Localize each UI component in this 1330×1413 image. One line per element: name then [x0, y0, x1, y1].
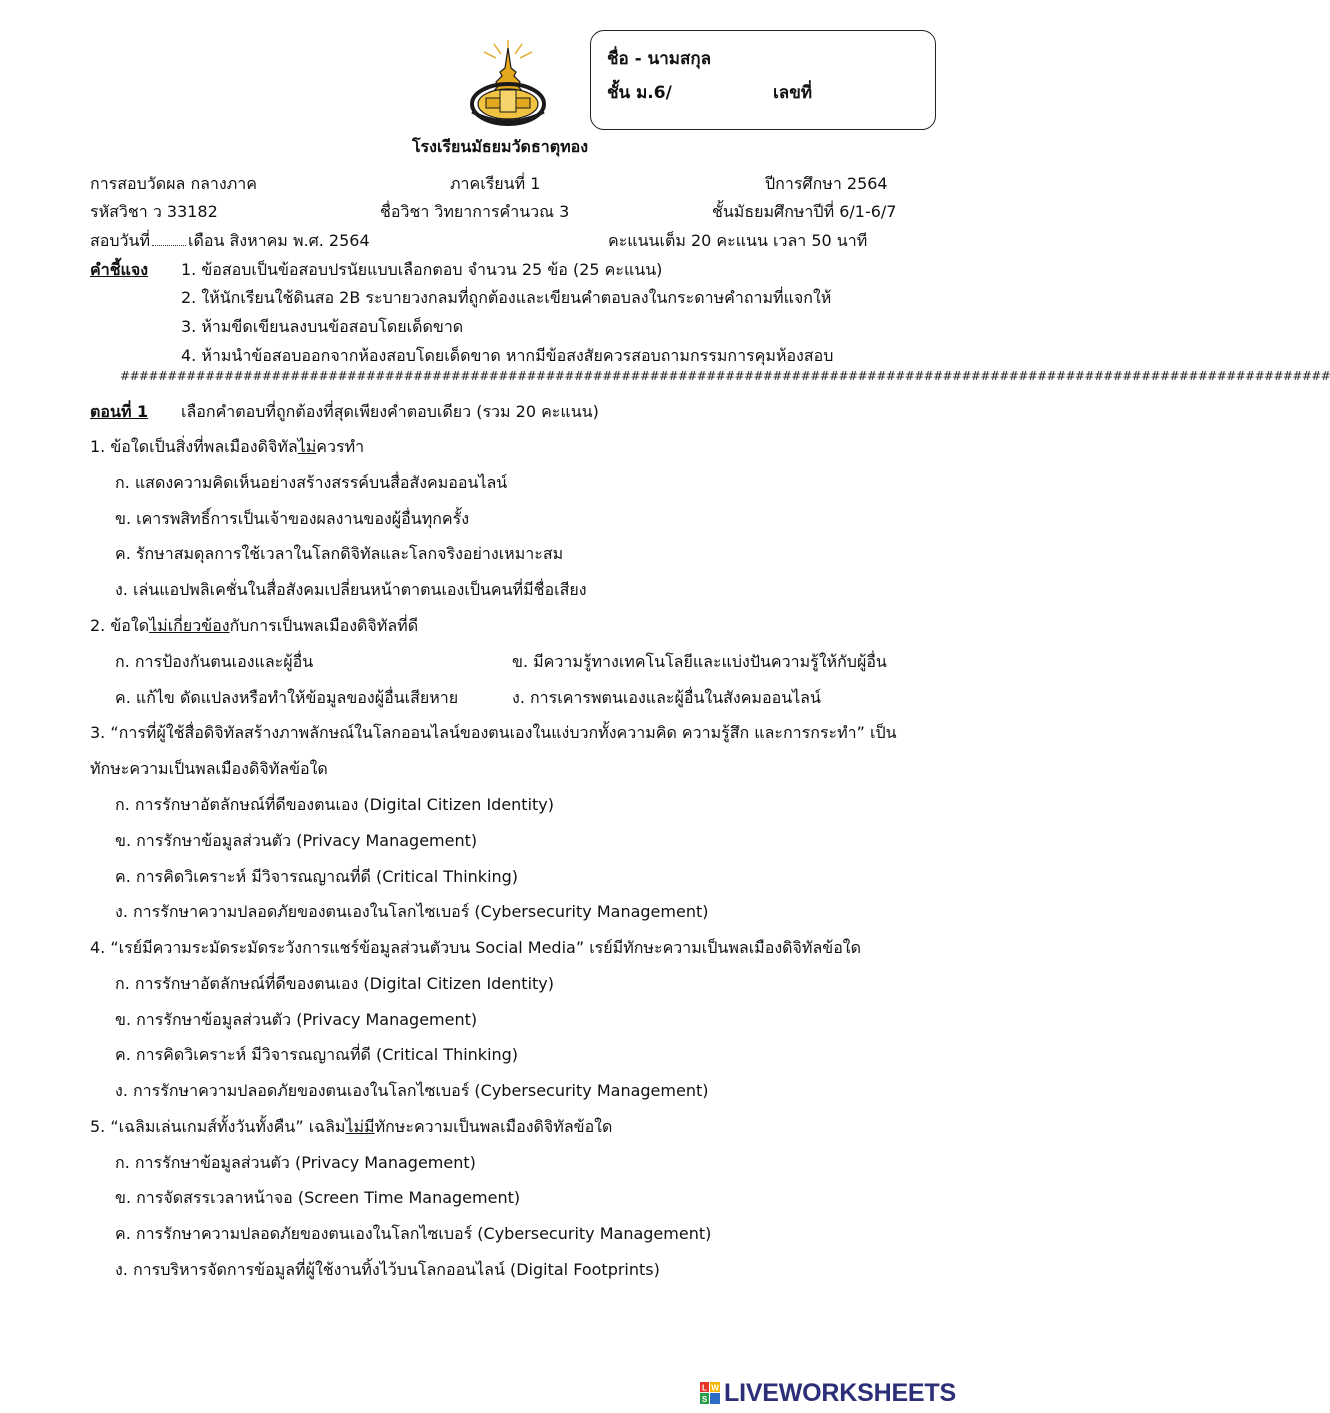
exam-type: การสอบวัดผล กลางภาค	[90, 174, 257, 193]
option-1b[interactable]: ข. เคารพสิทธิ์การเป็นเจ้าของผลงานของผู้อื่นทุกครั้ง	[115, 509, 470, 528]
question-2	[90, 614, 418, 639]
liveworksheets-wordmark: LIVEWORKSHEETS	[724, 1379, 956, 1407]
badge-letter: W	[711, 1383, 719, 1393]
option-3c[interactable]: ค. การคิดวิเคราะห์ มีวิจารณญาณที่ดี (Critical Thinking)	[115, 867, 519, 886]
part-description: เลือกคำตอบที่ถูกต้องที่สุดเพียงคำตอบเดียว (รวม 20 คะแนน)	[181, 402, 599, 421]
question-4: 4. “เรย์มีความระมัดระมัดระวังการแชร์ข้อมูลส่วนตัวบน Social Media” เรย์มีทักษะความเป็นพลเมืองดิจิทัลข้อใด	[90, 938, 861, 957]
question-3-line-1: 3. “การที่ผู้ใช้สื่อดิจิทัลสร้างภาพลักษณ์ในโลกออนไลน์ของตนเองในแง่บวกทั้งความคิด ความรู้สึก และการกระทำ” เป็น	[90, 723, 897, 742]
question-3-line-2: ทักษะความเป็นพลเมืองดิจิทัลข้อใด	[90, 759, 328, 778]
option-4b[interactable]: ข. การรักษาข้อมูลส่วนตัว (Privacy Management)	[115, 1010, 478, 1029]
question-text: 2. ข้อใด	[90, 616, 150, 635]
grade-level: ชั้นมัธยมศึกษาปีที่ 6/1-6/7	[712, 202, 897, 221]
question-emphasis: ไม่	[297, 437, 317, 456]
option-2b[interactable]: ข. มีความรู้ทางเทคโนโลยีและแบ่งปันความรู้ให้กับผู้อื่น	[512, 652, 887, 671]
option-4a[interactable]: ก. การรักษาอัตลักษณ์ที่ดีของตนเอง (Digital Citizen Identity)	[115, 974, 555, 993]
option-2a[interactable]: ก. การป้องกันตนเองและผู้อื่น	[115, 652, 314, 671]
number-label: เลขที่	[773, 83, 813, 103]
subject-name: ชื่อวิชา วิทยาการคำนวณ 3	[380, 202, 570, 221]
option-5d[interactable]: ง. การบริหารจัดการข้อมูลที่ผู้ใช้งานทิ้งไว้บนโลกออนไลน์ (Digital Footprints)	[115, 1260, 660, 1279]
semester: ภาคเรียนที่ 1	[450, 174, 541, 193]
school-name: โรงเรียนมัธยมวัดธาตุทอง	[411, 137, 589, 156]
subject-code: รหัสวิชา ว 33182	[90, 202, 218, 221]
option-5c[interactable]: ค. การรักษาความปลอดภัยของตนเองในโลกไซเบอร์ (Cybersecurity Management)	[115, 1224, 712, 1243]
class-label: ชั้น ม.6/	[607, 83, 672, 103]
question-emphasis: ไม่มี	[345, 1117, 375, 1136]
exam-date	[90, 229, 370, 254]
option-2c[interactable]: ค. แก้ไข ดัดแปลงหรือทำให้ข้อมูลของผู้อื่นเสียหาย	[115, 688, 459, 707]
liveworksheets-badge-icon	[700, 1382, 720, 1404]
question-text: ควรทำ	[316, 437, 365, 456]
option-3b[interactable]: ข. การรักษาข้อมูลส่วนตัว (Privacy Management)	[115, 831, 478, 850]
option-4d[interactable]: ง. การรักษาความปลอดภัยของตนเองในโลกไซเบอร์ (Cybersecurity Management)	[115, 1081, 709, 1100]
option-1d[interactable]: ง. เล่นแอปพลิเคชั่นในสื่อสังคมเปลี่ยนหน้าตาตนเองเป็นคนที่มีชื่อเสียง	[115, 580, 587, 599]
instruction-3: 3. ห้ามขีดเขียนลงบนข้อสอบโดยเด็ดขาด	[181, 317, 464, 336]
badge-letter: S	[701, 1394, 708, 1404]
instructions-label: คำชี้แจง	[90, 260, 149, 279]
part-label: ตอนที่ 1	[90, 402, 149, 421]
date-prefix: สอบวันที่	[90, 231, 150, 250]
question-text: 1. ข้อใดเป็นสิ่งที่พลเมืองดิจิทัล	[90, 437, 298, 456]
school-logo	[466, 38, 550, 128]
option-1c[interactable]: ค. รักษาสมดุลการใช้เวลาในโลกดิจิทัลและโลกจริงอย่างเหมาะสม	[115, 544, 564, 563]
question-text: ทักษะความเป็นพลเมืองดิจิทัลข้อใด	[374, 1117, 613, 1136]
date-suffix: เดือน สิงหาคม พ.ศ. 2564	[188, 231, 370, 250]
instruction-1: 1. ข้อสอบเป็นข้อสอบปรนัยแบบเลือกตอบ จำนวน 25 ข้อ (25 คะแนน)	[181, 260, 663, 279]
separator-line: ################################################################################################################################	[120, 369, 1330, 383]
option-4c[interactable]: ค. การคิดวิเคราะห์ มีวิจารณญาณที่ดี (Critical Thinking)	[115, 1045, 519, 1064]
option-5b[interactable]: ข. การจัดสรรเวลาหน้าจอ (Screen Time Management)	[115, 1188, 521, 1207]
option-3d[interactable]: ง. การรักษาความปลอดภัยของตนเองในโลกไซเบอร์ (Cybersecurity Management)	[115, 902, 709, 921]
question-emphasis: ไม่เกี่ยวข้อง	[149, 616, 230, 635]
question-text: 5. “เฉลิมเล่นเกมส์ทั้งวันทั้งคืน” เฉลิม	[90, 1117, 346, 1136]
liveworksheets-logo[interactable]	[700, 1378, 990, 1408]
student-info-box	[590, 30, 936, 130]
academic-year: ปีการศึกษา 2564	[765, 174, 888, 193]
name-label: ชื่อ - นามสกุล	[607, 49, 712, 69]
instruction-4: 4. ห้ามนำข้อสอบออกจากห้องสอบโดยเด็ดขาด หากมีข้อสงสัยควรสอบถามกรรมการคุมห้องสอบ	[181, 346, 834, 365]
question-1	[90, 435, 364, 460]
date-blank[interactable]	[152, 245, 186, 246]
question-text: กับการเป็นพลเมืองดิจิทัลที่ดี	[229, 616, 419, 635]
option-1a[interactable]: ก. แสดงความคิดเห็นอย่างสร้างสรรค์บนสื่อสังคมออนไลน์	[115, 473, 508, 492]
score-time: คะแนนเต็ม 20 คะแนน เวลา 50 นาที	[608, 231, 868, 250]
question-5	[90, 1115, 612, 1140]
option-5a[interactable]: ก. การรักษาข้อมูลส่วนตัว (Privacy Management)	[115, 1153, 476, 1172]
option-2d[interactable]: ง. การเคารพตนเองและผู้อื่นในสังคมออนไลน์	[512, 688, 821, 707]
badge-letter: L	[702, 1383, 707, 1393]
instruction-2: 2. ให้นักเรียนใช้ดินสอ 2B ระบายวงกลมที่ถูกต้องและเขียนคำตอบลงในกระดาษคำถามที่แจกให้	[181, 288, 832, 307]
option-3a[interactable]: ก. การรักษาอัตลักษณ์ที่ดีของตนเอง (Digital Citizen Identity)	[115, 795, 555, 814]
